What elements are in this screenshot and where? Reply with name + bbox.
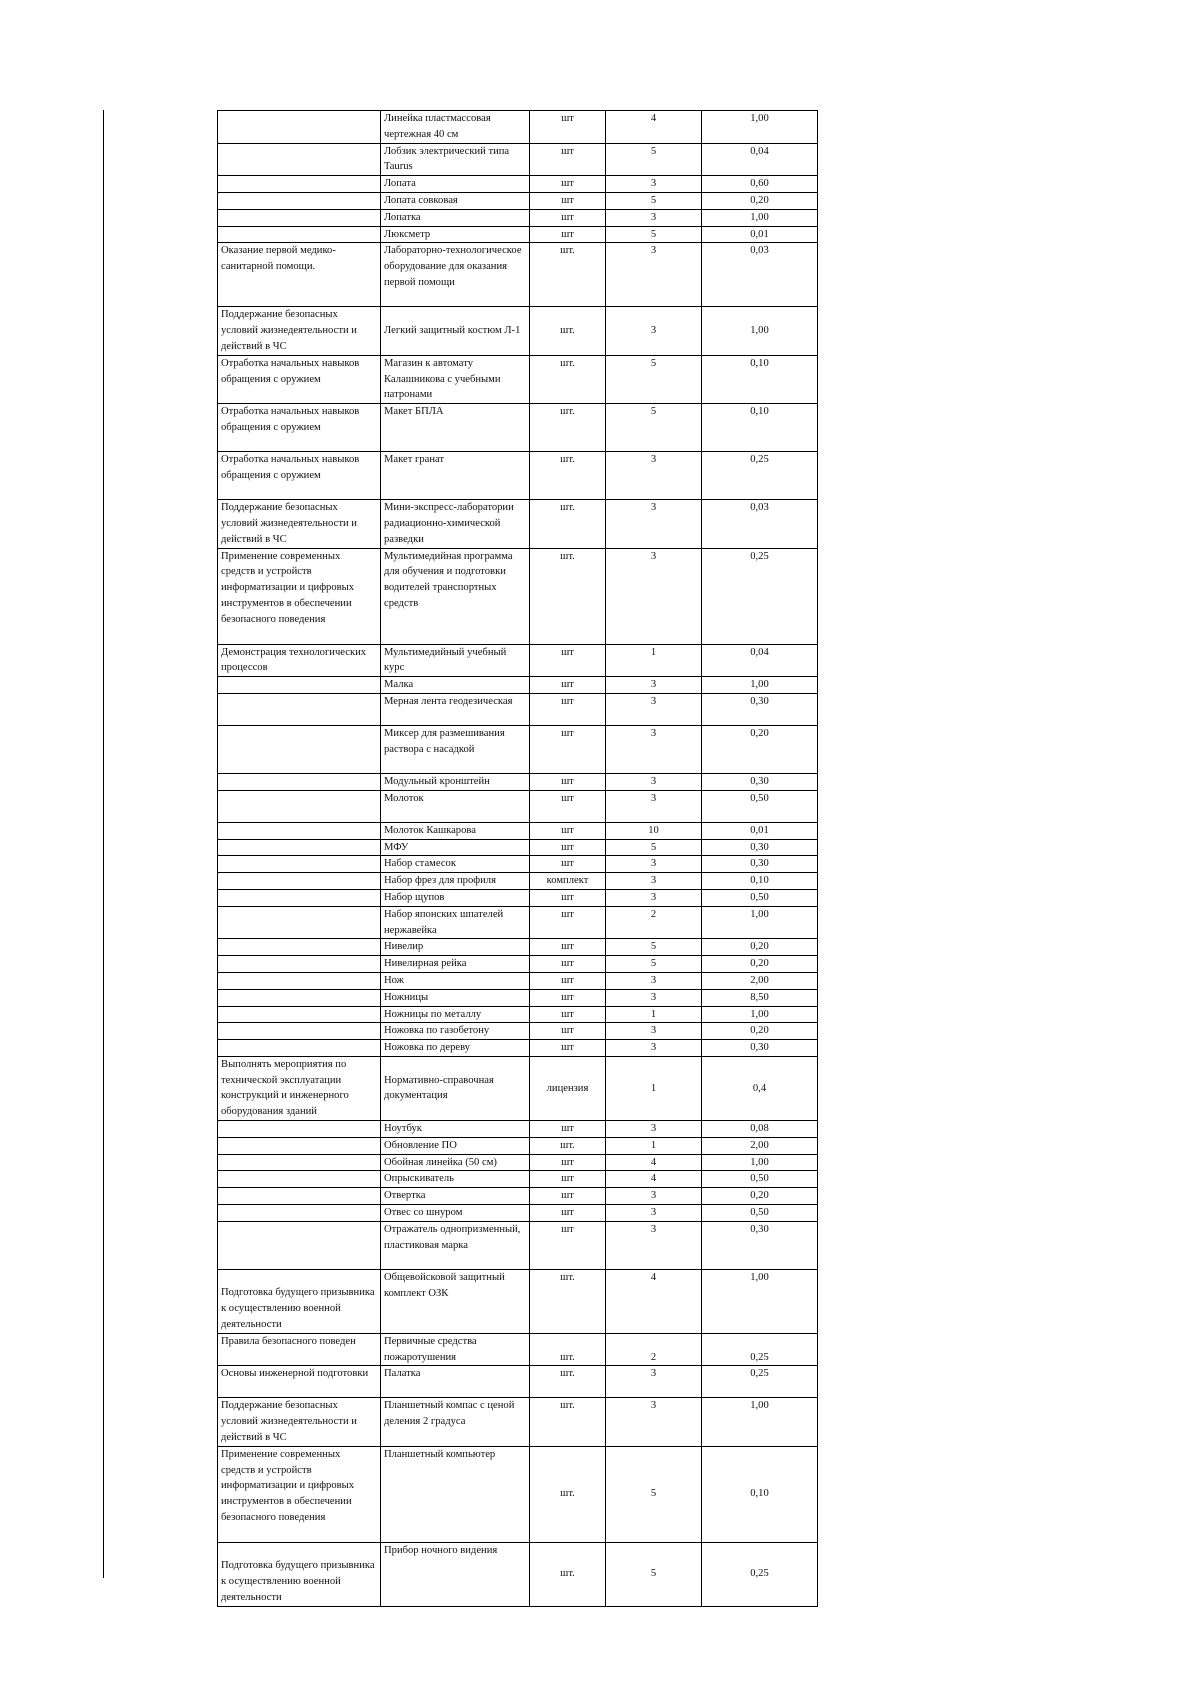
table-row — [218, 176, 818, 193]
unit-cell: шт. — [530, 307, 606, 355]
table-row — [218, 773, 818, 790]
table-row — [218, 1542, 818, 1606]
table-row — [218, 1040, 818, 1057]
purpose-cell — [218, 989, 381, 1006]
coefficient-cell: 0,20 — [702, 1023, 818, 1040]
coefficient-cell: 0,20 — [702, 956, 818, 973]
equipment-table — [217, 110, 818, 1607]
quantity-cell: 3 — [606, 1366, 702, 1398]
table-row — [218, 143, 818, 176]
quantity-cell: 3 — [606, 889, 702, 906]
coefficient-cell: 0,01 — [702, 226, 818, 243]
unit-cell: шт. — [530, 452, 606, 500]
quantity-cell: 5 — [606, 839, 702, 856]
unit-cell: шт — [530, 1188, 606, 1205]
item-name-cell: Ножовка по дереву — [381, 1040, 530, 1057]
unit-cell: шт — [530, 956, 606, 973]
unit-cell: шт. — [530, 1366, 606, 1398]
table-row — [218, 355, 818, 403]
quantity-cell: 3 — [606, 1221, 702, 1269]
item-name-cell: Лопатка — [381, 209, 530, 226]
table-row — [218, 972, 818, 989]
unit-cell: шт. — [530, 1446, 606, 1542]
table-row — [218, 677, 818, 694]
item-name-cell: Мультимедийный учебный курс — [381, 644, 530, 677]
unit-cell: шт — [530, 856, 606, 873]
coefficient-cell: 1,00 — [702, 209, 818, 226]
unit-cell: шт — [530, 226, 606, 243]
item-name-cell: Люксметр — [381, 226, 530, 243]
purpose-cell — [218, 1006, 381, 1023]
table-row — [218, 939, 818, 956]
purpose-cell — [218, 822, 381, 839]
unit-cell: шт — [530, 209, 606, 226]
quantity-cell: 3 — [606, 1023, 702, 1040]
table-row — [218, 452, 818, 500]
table-row — [218, 1137, 818, 1154]
purpose-cell: Отработка начальных навыков обращения с оружием — [218, 355, 381, 403]
coefficient-cell: 0,20 — [702, 192, 818, 209]
purpose-cell — [218, 1137, 381, 1154]
item-name-cell: Ножницы по металлу — [381, 1006, 530, 1023]
unit-cell: шт — [530, 1154, 606, 1171]
purpose-cell — [218, 972, 381, 989]
item-name-cell: Нож — [381, 972, 530, 989]
unit-cell: шт — [530, 989, 606, 1006]
table-row — [218, 1398, 818, 1446]
quantity-cell: 3 — [606, 1205, 702, 1222]
table-row — [218, 822, 818, 839]
quantity-cell: 1 — [606, 1006, 702, 1023]
table-row — [218, 644, 818, 677]
item-name-cell: Миксер для размешивания раствора с насадкой — [381, 725, 530, 773]
item-name-cell: Обойная линейка (50 см) — [381, 1154, 530, 1171]
purpose-cell — [218, 226, 381, 243]
quantity-cell: 1 — [606, 1137, 702, 1154]
coefficient-cell: 1,00 — [702, 1154, 818, 1171]
unit-cell: шт. — [530, 1542, 606, 1606]
unit-cell: шт — [530, 1205, 606, 1222]
coefficient-cell: 0,08 — [702, 1121, 818, 1138]
purpose-cell — [218, 209, 381, 226]
equipment-table-body — [218, 111, 818, 1607]
purpose-cell — [218, 1040, 381, 1057]
coefficient-cell: 0,20 — [702, 1188, 818, 1205]
quantity-cell: 5 — [606, 404, 702, 452]
coefficient-cell: 0,25 — [702, 1366, 818, 1398]
coefficient-cell: 0,20 — [702, 725, 818, 773]
purpose-cell: Отработка начальных навыков обращения с оружием — [218, 452, 381, 500]
coefficient-cell: 0,30 — [702, 1221, 818, 1269]
purpose-cell — [218, 176, 381, 193]
purpose-cell: Поддержание безопасных условий жизнедеятельности и действий в ЧС — [218, 307, 381, 355]
unit-cell: шт — [530, 1006, 606, 1023]
purpose-cell — [218, 1188, 381, 1205]
coefficient-cell: 1,00 — [702, 1006, 818, 1023]
table-row — [218, 500, 818, 548]
quantity-cell: 5 — [606, 956, 702, 973]
unit-cell: шт — [530, 693, 606, 725]
table-row — [218, 1056, 818, 1120]
item-name-cell: Мерная лента геодезическая — [381, 693, 530, 725]
unit-cell: шт — [530, 1171, 606, 1188]
item-name-cell: Обновление ПО — [381, 1137, 530, 1154]
purpose-cell — [218, 889, 381, 906]
unit-cell: шт. — [530, 1398, 606, 1446]
table-row — [218, 1205, 818, 1222]
quantity-cell: 3 — [606, 873, 702, 890]
unit-cell: шт — [530, 143, 606, 176]
purpose-cell: Отработка начальных навыков обращения с оружием — [218, 404, 381, 452]
unit-cell: шт. — [530, 404, 606, 452]
item-name-cell: МФУ — [381, 839, 530, 856]
coefficient-cell: 0,30 — [702, 839, 818, 856]
quantity-cell: 1 — [606, 644, 702, 677]
table-row — [218, 1269, 818, 1333]
quantity-cell: 3 — [606, 972, 702, 989]
item-name-cell: Линейка пластмассовая чертежная 40 см — [381, 111, 530, 144]
unit-cell: шт — [530, 1023, 606, 1040]
unit-cell: шт — [530, 725, 606, 773]
purpose-cell: Применение современных средств и устройств информатизации и цифровых инструментов в обеспечении безопасного поведения — [218, 548, 381, 644]
unit-cell: шт — [530, 773, 606, 790]
unit-cell: шт — [530, 677, 606, 694]
coefficient-cell: 1,00 — [702, 1269, 818, 1333]
coefficient-cell: 1,00 — [702, 677, 818, 694]
unit-cell: шт — [530, 1221, 606, 1269]
coefficient-cell: 1,00 — [702, 111, 818, 144]
item-name-cell: Палатка — [381, 1366, 530, 1398]
quantity-cell: 3 — [606, 176, 702, 193]
table-row — [218, 1154, 818, 1171]
table-row — [218, 856, 818, 873]
table-row — [218, 693, 818, 725]
purpose-cell: Поддержание безопасных условий жизнедеятельности и действий в ЧС — [218, 500, 381, 548]
quantity-cell: 5 — [606, 226, 702, 243]
coefficient-cell: 0,25 — [702, 548, 818, 644]
purpose-cell — [218, 111, 381, 144]
purpose-cell — [218, 873, 381, 890]
item-name-cell: Отражатель однопризменный, пластиковая марка — [381, 1221, 530, 1269]
quantity-cell: 10 — [606, 822, 702, 839]
unit-cell: шт — [530, 176, 606, 193]
purpose-cell — [218, 1205, 381, 1222]
item-name-cell: Макет гранат — [381, 452, 530, 500]
purpose-cell — [218, 1171, 381, 1188]
item-name-cell: Нивелир — [381, 939, 530, 956]
purpose-cell — [218, 939, 381, 956]
quantity-cell: 2 — [606, 906, 702, 939]
coefficient-cell: 0,04 — [702, 143, 818, 176]
coefficient-cell: 0,50 — [702, 790, 818, 822]
purpose-cell — [218, 143, 381, 176]
coefficient-cell: 0,30 — [702, 856, 818, 873]
unit-cell: шт — [530, 192, 606, 209]
coefficient-cell: 0,50 — [702, 889, 818, 906]
coefficient-cell: 0,30 — [702, 1040, 818, 1057]
quantity-cell: 3 — [606, 1188, 702, 1205]
coefficient-cell: 0,30 — [702, 773, 818, 790]
coefficient-cell: 0,4 — [702, 1056, 818, 1120]
item-name-cell: Отвес со шнуром — [381, 1205, 530, 1222]
unit-cell: шт. — [530, 1333, 606, 1366]
item-name-cell: Планшетный компьютер — [381, 1446, 530, 1542]
item-name-cell: Планшетный компас с ценой деления 2 градуса — [381, 1398, 530, 1446]
unit-cell: комплект — [530, 873, 606, 890]
table-row — [218, 548, 818, 644]
purpose-cell — [218, 773, 381, 790]
unit-cell: шт. — [530, 500, 606, 548]
item-name-cell: Набор щупов — [381, 889, 530, 906]
quantity-cell: 5 — [606, 355, 702, 403]
purpose-cell: Основы инженерной подготовки — [218, 1366, 381, 1398]
left-margin-rule — [103, 110, 104, 1578]
purpose-cell — [218, 956, 381, 973]
quantity-cell: 3 — [606, 452, 702, 500]
table-row — [218, 790, 818, 822]
item-name-cell: Легкий защитный костюм Л-1 — [381, 307, 530, 355]
purpose-cell: Поддержание безопасных условий жизнедеятельности и действий в ЧС — [218, 1398, 381, 1446]
quantity-cell: 3 — [606, 677, 702, 694]
table-row — [218, 1121, 818, 1138]
quantity-cell: 3 — [606, 790, 702, 822]
purpose-cell: Подготовка будущего призывника к осуществлению военной деятельности — [218, 1542, 381, 1606]
quantity-cell: 1 — [606, 1056, 702, 1120]
coefficient-cell: 0,10 — [702, 1446, 818, 1542]
purpose-cell — [218, 790, 381, 822]
item-name-cell: Набор фрез для профиля — [381, 873, 530, 890]
item-name-cell: Лобзик электрический типа Taurus — [381, 143, 530, 176]
unit-cell: шт. — [530, 1269, 606, 1333]
quantity-cell: 2 — [606, 1333, 702, 1366]
quantity-cell: 3 — [606, 307, 702, 355]
table-row — [218, 725, 818, 773]
item-name-cell: Модульный кронштейн — [381, 773, 530, 790]
unit-cell: шт — [530, 111, 606, 144]
coefficient-cell: 0,60 — [702, 176, 818, 193]
coefficient-cell: 2,00 — [702, 972, 818, 989]
table-row — [218, 1006, 818, 1023]
table-row — [218, 839, 818, 856]
quantity-cell: 5 — [606, 192, 702, 209]
quantity-cell: 5 — [606, 143, 702, 176]
coefficient-cell: 0,50 — [702, 1171, 818, 1188]
table-row — [218, 906, 818, 939]
item-name-cell: Ножовка по газобетону — [381, 1023, 530, 1040]
quantity-cell: 5 — [606, 1542, 702, 1606]
coefficient-cell: 0,25 — [702, 1333, 818, 1366]
item-name-cell: Опрыскиватель — [381, 1171, 530, 1188]
table-row — [218, 1366, 818, 1398]
coefficient-cell: 0,50 — [702, 1205, 818, 1222]
quantity-cell: 5 — [606, 939, 702, 956]
item-name-cell: Магазин к автомату Калашникова с учебными патронами — [381, 355, 530, 403]
purpose-cell — [218, 1221, 381, 1269]
quantity-cell: 3 — [606, 1121, 702, 1138]
unit-cell: шт — [530, 1040, 606, 1057]
coefficient-cell: 1,00 — [702, 906, 818, 939]
quantity-cell: 3 — [606, 500, 702, 548]
coefficient-cell: 2,00 — [702, 1137, 818, 1154]
table-row — [218, 1171, 818, 1188]
coefficient-cell: 0,30 — [702, 693, 818, 725]
quantity-cell: 3 — [606, 243, 702, 307]
unit-cell: лицензия — [530, 1056, 606, 1120]
item-name-cell: Лопата совковая — [381, 192, 530, 209]
purpose-cell — [218, 1154, 381, 1171]
quantity-cell: 3 — [606, 548, 702, 644]
purpose-cell — [218, 906, 381, 939]
item-name-cell: Первичные средства пожаротушения — [381, 1333, 530, 1366]
item-name-cell: Молоток Кашкарова — [381, 822, 530, 839]
item-name-cell: Мультимедийная программа для обучения и подготовки водителей транспортных средств — [381, 548, 530, 644]
table-row — [218, 192, 818, 209]
item-name-cell: Прибор ночного видения — [381, 1542, 530, 1606]
table-row — [218, 873, 818, 890]
quantity-cell: 3 — [606, 693, 702, 725]
item-name-cell: Нивелирная рейка — [381, 956, 530, 973]
item-name-cell: Молоток — [381, 790, 530, 822]
purpose-cell: Оказание первой медико-санитарной помощи. — [218, 243, 381, 307]
coefficient-cell: 0,25 — [702, 1542, 818, 1606]
item-name-cell: Макет БПЛА — [381, 404, 530, 452]
quantity-cell: 4 — [606, 1269, 702, 1333]
coefficient-cell: 0,10 — [702, 355, 818, 403]
table-row — [218, 1023, 818, 1040]
unit-cell: шт. — [530, 1137, 606, 1154]
item-name-cell: Ноутбук — [381, 1121, 530, 1138]
quantity-cell: 3 — [606, 989, 702, 1006]
quantity-cell: 3 — [606, 1398, 702, 1446]
quantity-cell: 4 — [606, 1171, 702, 1188]
table-row — [218, 989, 818, 1006]
item-name-cell: Лопата — [381, 176, 530, 193]
unit-cell: шт — [530, 1121, 606, 1138]
coefficient-cell: 1,00 — [702, 1398, 818, 1446]
coefficient-cell: 0,03 — [702, 243, 818, 307]
quantity-cell: 3 — [606, 725, 702, 773]
purpose-cell: Демонстрация технологических процессов — [218, 644, 381, 677]
table-row — [218, 956, 818, 973]
unit-cell: шт — [530, 972, 606, 989]
coefficient-cell: 0,04 — [702, 644, 818, 677]
purpose-cell: Применение современных средств и устройств информатизации и цифровых инструментов в обеспечении безопасного поведения — [218, 1446, 381, 1542]
item-name-cell: Набор стамесок — [381, 856, 530, 873]
quantity-cell: 5 — [606, 1446, 702, 1542]
item-name-cell: Нормативно-справочная документация — [381, 1056, 530, 1120]
purpose-cell — [218, 192, 381, 209]
unit-cell: шт — [530, 822, 606, 839]
unit-cell: шт. — [530, 548, 606, 644]
quantity-cell: 4 — [606, 1154, 702, 1171]
coefficient-cell: 0,10 — [702, 873, 818, 890]
purpose-cell — [218, 1121, 381, 1138]
unit-cell: шт — [530, 839, 606, 856]
table-row — [218, 889, 818, 906]
coefficient-cell: 1,00 — [702, 307, 818, 355]
quantity-cell: 3 — [606, 773, 702, 790]
purpose-cell — [218, 1023, 381, 1040]
table-row — [218, 226, 818, 243]
unit-cell: шт — [530, 889, 606, 906]
item-name-cell: Ножницы — [381, 989, 530, 1006]
purpose-cell — [218, 839, 381, 856]
quantity-cell: 3 — [606, 856, 702, 873]
purpose-cell — [218, 856, 381, 873]
coefficient-cell: 0,20 — [702, 939, 818, 956]
quantity-cell: 3 — [606, 209, 702, 226]
table-row — [218, 307, 818, 355]
quantity-cell: 3 — [606, 1040, 702, 1057]
quantity-cell: 4 — [606, 111, 702, 144]
table-row — [218, 243, 818, 307]
unit-cell: шт. — [530, 243, 606, 307]
item-name-cell: Набор японских шпателей нержавейка — [381, 906, 530, 939]
table-row — [218, 111, 818, 144]
coefficient-cell: 0,25 — [702, 452, 818, 500]
unit-cell: шт — [530, 906, 606, 939]
table-row — [218, 1446, 818, 1542]
unit-cell: шт — [530, 939, 606, 956]
purpose-cell — [218, 677, 381, 694]
item-name-cell: Мини-экспресс-лаборатории радиационно-химической разведки — [381, 500, 530, 548]
purpose-cell — [218, 725, 381, 773]
coefficient-cell: 0,10 — [702, 404, 818, 452]
purpose-cell: Выполнять мероприятия по технической эксплуатации конструкций и инженерного оборудования зданий — [218, 1056, 381, 1120]
item-name-cell: Отвертка — [381, 1188, 530, 1205]
coefficient-cell: 8,50 — [702, 989, 818, 1006]
table-row — [218, 209, 818, 226]
coefficient-cell: 0,01 — [702, 822, 818, 839]
table-row — [218, 1333, 818, 1366]
table-row — [218, 1221, 818, 1269]
unit-cell: шт — [530, 644, 606, 677]
item-name-cell: Общевойсковой защитный комплект ОЗК — [381, 1269, 530, 1333]
coefficient-cell: 0,03 — [702, 500, 818, 548]
purpose-cell: Правила безопасного поведен — [218, 1333, 381, 1366]
purpose-cell — [218, 693, 381, 725]
table-row — [218, 404, 818, 452]
unit-cell: шт. — [530, 355, 606, 403]
purpose-cell: Подготовка будущего призывника к осуществлению военной деятельности — [218, 1269, 381, 1333]
table-row — [218, 1188, 818, 1205]
unit-cell: шт — [530, 790, 606, 822]
item-name-cell: Малка — [381, 677, 530, 694]
item-name-cell: Лабораторно-технологическое оборудование для оказания первой помощи — [381, 243, 530, 307]
